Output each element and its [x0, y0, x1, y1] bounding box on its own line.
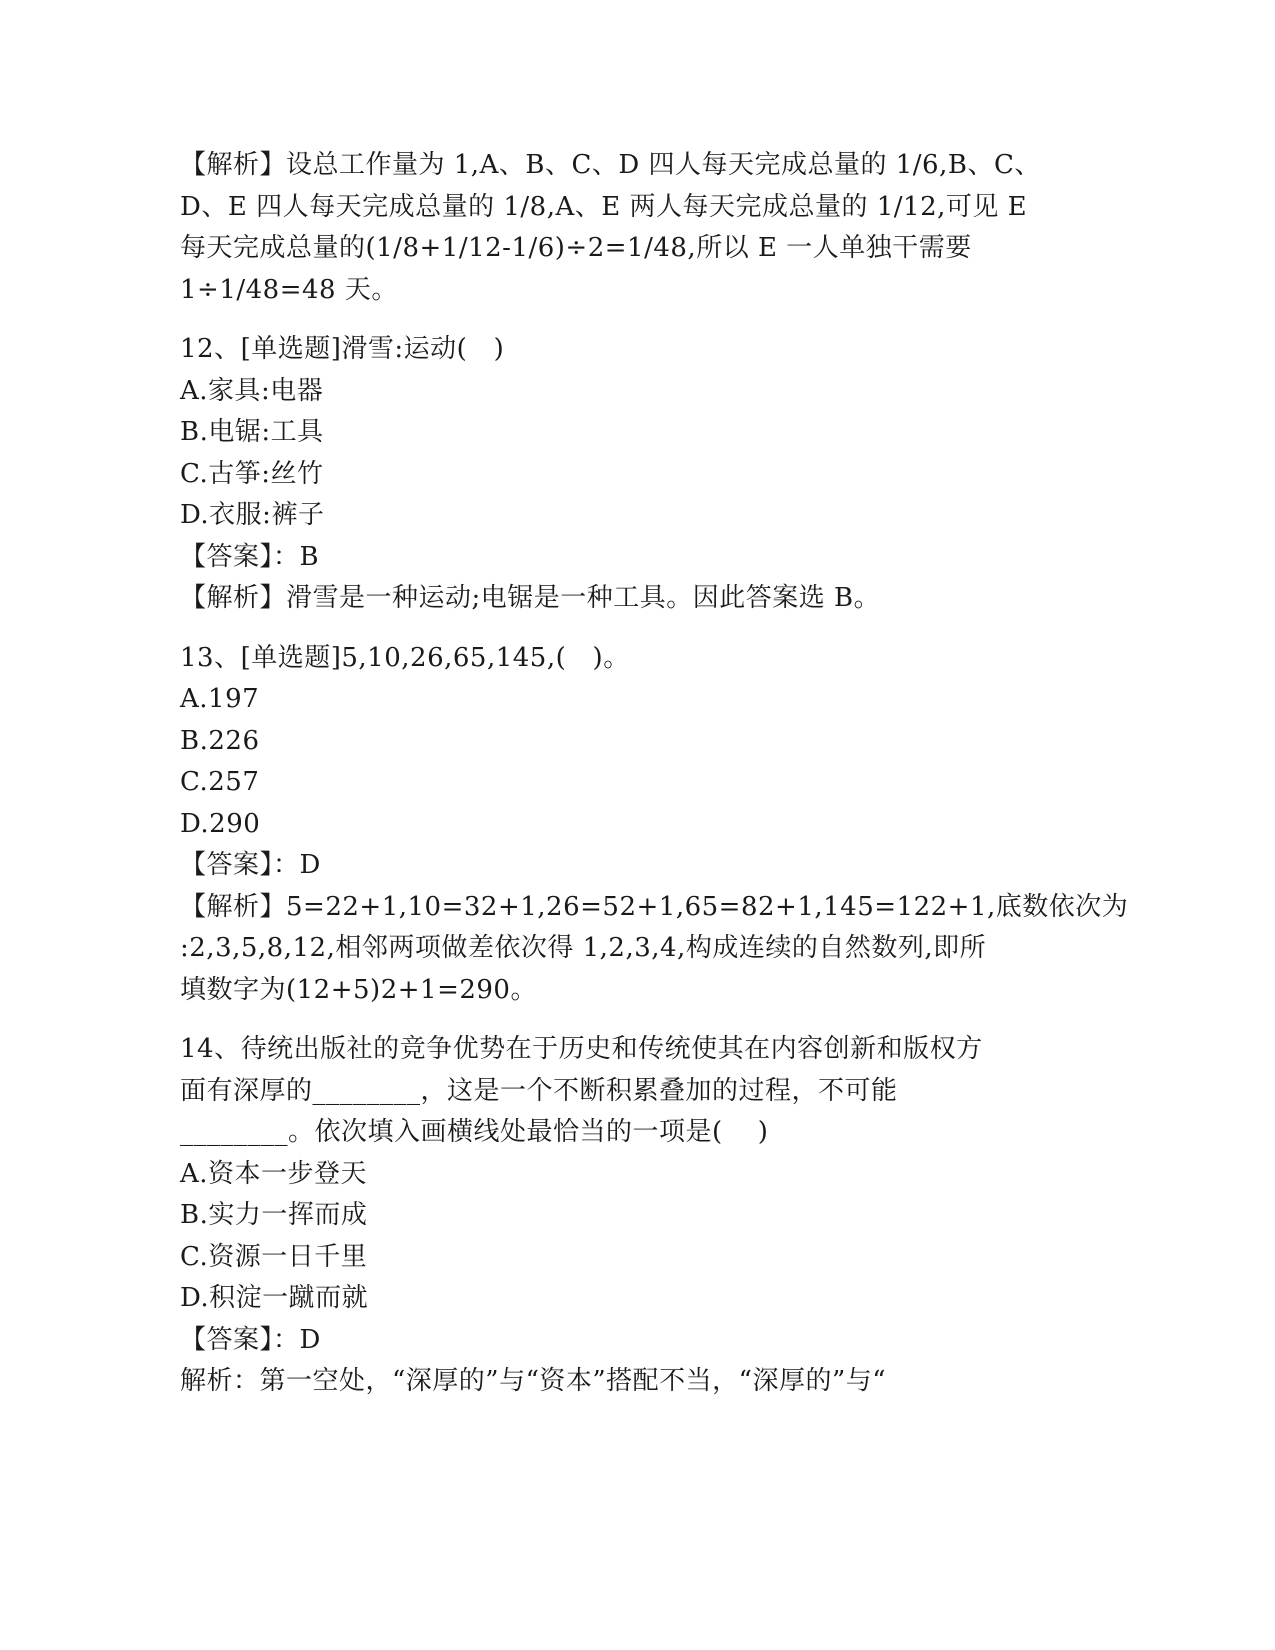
q14-option-c: C.资源一日千里 [180, 1241, 368, 1272]
q12-option-a: A.家具:电器 [180, 375, 324, 406]
q12-option-c: C.古筝:丝竹 [180, 458, 324, 489]
q11-explanation-line-4: 1÷1/48=48 天。 [180, 274, 398, 305]
q12-option-d: D.衣服:裤子 [180, 500, 325, 530]
q13-option-c: C.257 [180, 767, 260, 797]
q13-explanation-line-2: :2,3,5,8,12,相邻两项做差依次得 1,2,3,4,构成连续的自然数列,即所 [180, 933, 987, 963]
q13-explanation-line-1: 【解析】5=22+1,10=32+1,26=52+1,65=82+1,145=122+1,底数依次为 [180, 891, 1129, 922]
q12-answer: 【答案】：B [180, 541, 320, 572]
q13-stem: 13、[单选题]5,10,26,65,145,( )。 [180, 642, 630, 673]
spacer [180, 311, 1060, 329]
q11-explanation-line-2: D、E 四人每天完成总量的 1/8,A、E 两人每天完成总量的 1/12,可见 E [180, 191, 1028, 222]
q14-stem-line-1: 14、待统出版社的竞争优势在于历史和传统使其在内容创新和版权方 [180, 1034, 983, 1064]
spacer [180, 620, 1060, 638]
question-13 [180, 638, 1129, 1012]
q11-explanation [180, 145, 1060, 311]
q13-answer: 【答案】：D [180, 850, 321, 880]
question-14 [180, 1029, 1060, 1403]
q13-option-b: B.226 [180, 725, 260, 756]
q14-stem-line-3: ________。依次填入画横线处最恰当的一项是( ) [180, 1117, 769, 1147]
q14-stem-line-2: 面有深厚的________，这是一个不断积累叠加的过程，不可能 [180, 1075, 898, 1106]
q14-option-a: A.资本一步登天 [180, 1158, 368, 1189]
q14-answer: 【答案】：D [180, 1324, 321, 1355]
q11-explanation-line-1: 【解析】设总工作量为 1,A、B、C、D 四人每天完成总量的 1/6,B、C、 [180, 150, 1041, 180]
q13-explanation-line-3: 填数字为(12+5)2+1=290。 [180, 974, 537, 1005]
question-12 [180, 329, 1060, 620]
spacer [180, 1011, 1060, 1029]
q11-explanation-line-3: 每天完成总量的(1/8+1/12-1/6)÷2=1/48,所以 E 一人单独干需要 [180, 233, 972, 263]
q12-option-b: B.电锯:工具 [180, 417, 324, 447]
q13-option-d: D.290 [180, 808, 261, 839]
q12-stem: 12、[单选题]滑雪:运动( ) [180, 334, 505, 364]
q14-option-d: D.积淀一蹴而就 [180, 1283, 369, 1313]
q12-explanation: 【解析】滑雪是一种运动;电锯是一种工具。因此答案选 B。 [180, 583, 881, 613]
q14-explanation: 解析：第一空处，“深厚的”与“资本”搭配不当，“深厚的”与“ [180, 1366, 887, 1396]
page-content [180, 145, 1129, 1403]
q14-option-b: B.实力一挥而成 [180, 1200, 368, 1230]
q13-option-a: A.197 [180, 684, 260, 714]
